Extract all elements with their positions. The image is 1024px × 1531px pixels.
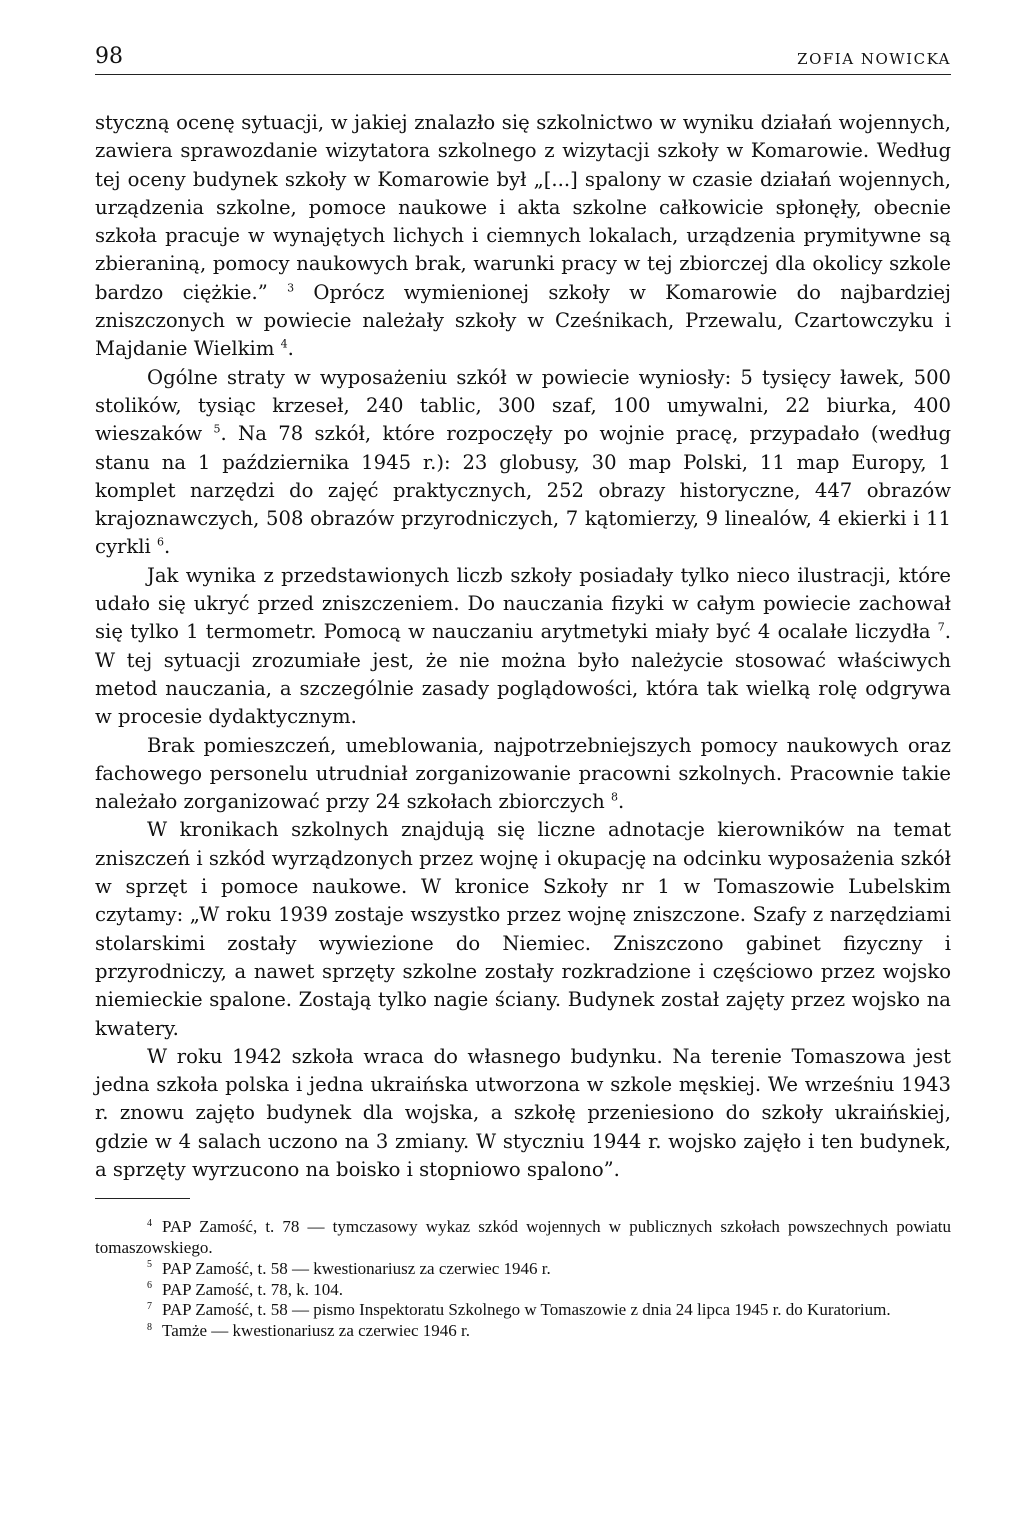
footnote-ref: 3 (287, 281, 295, 295)
running-head: ZOFIA NOWICKA (797, 50, 951, 68)
footnote (95, 1259, 951, 1280)
footnote-ref: 6 (157, 535, 165, 549)
paragraph-text: styczną ocenę sytuacji, w jakiej znalazło się szkolnictwo w wyniku działań wojennych, zawiera sprawozdanie wizytatora szkolnego z wizytacji szkoły w Komarowie. Według tej oceny budynek szkoły w Komarowie był „[...] spalony w czasie działań wojennych, urządzenia szkolne, pomoce naukowe i akta szkolne całkowicie spłonęły, obecnie szkoła pracuje w wynajętych lichych i ciemnych lokalach, urządzenia prymitywne są zbieraniną, pomocy naukowych brak, warunki pracy w tej zbiorczej dla okolicy szkole bardzo ciężkie.” (95, 111, 951, 304)
footnote (95, 1217, 951, 1259)
paragraph-text: . Na 78 szkół, które rozpoczęły po wojnie pracę, przypadało (według stanu na 1 października 1945 r.): 23 globusy, 30 map Polski, 11 map Europy, 1 komplet narzędzi do zajęć praktycznych, 252 obrazy historyczne, 447 obrazów krajoznawczych, 508 obrazów przyrodniczych, 7 kątomierzy, 9 linealów, 4 ekierki i 11 cyrkli (95, 422, 951, 559)
page-number: 98 (95, 44, 123, 69)
paragraph-text: Oprócz wymienionej szkoły w Komarowie do najbardziej zniszczonych w powiecie należały szkoły w Cześnikach, Przewalu, Czartowczyku i Majdanie Wielkim (95, 280, 952, 361)
paragraph (95, 732, 951, 817)
footnote-ref: 5 (213, 422, 221, 436)
footnote (95, 1280, 951, 1301)
paragraph-text: Ogólne straty w wyposażeniu szkół w powiecie wyniosły: 5 tysięcy ławek, 500 stolików, tysiąc krzeseł, 240 tablic, 300 szaf, 100 umywalni, 22 biurka, 400 wieszaków (95, 365, 951, 446)
paragraph-text: . (164, 535, 171, 559)
footnote-text: PAP Zamość, t. 58 — kwestionariusz za czerwiec 1946 r. (162, 1258, 551, 1278)
footnote-ref: 4 (280, 337, 288, 351)
footnote-text: PAP Zamość, t. 78, k. 104. (162, 1279, 344, 1299)
paragraph-text: Brak pomieszczeń, umeblowania, najpotrzebniejszych pomocy naukowych oraz fachowego personelu utrudniał zorganizowanie pracowni szkolnych. Pracownie takie należało zorganizować przy 24 szkołach zbiorczych (95, 733, 951, 814)
footnote-ref: 8 (611, 790, 618, 804)
page-header (95, 40, 951, 75)
footnote-text: Tamże — kwestionariusz za czerwiec 1946 r. (162, 1321, 470, 1341)
paragraph-text: . (618, 790, 625, 814)
paragraph (95, 109, 951, 364)
footnote-text: PAP Zamość, t. 78 — tymczasowy wykaz szkód wojennych w publicznych szkołach powszechnych powiatu tomaszowskiego. (95, 1217, 951, 1258)
page (95, 40, 951, 1342)
footnote-marker: 5 (147, 1259, 152, 1271)
paragraph-text: . W tej sytuacji zrozumiałe jest, że nie można było należycie stosować właściwych metod nauczania, a szczególnie zasady poglądowości, która tak wielką rolę odgrywa w procesie dydaktycznym. (95, 620, 951, 729)
paragraph-text: W roku 1942 szkoła wraca do własnego budynku. Na terenie Tomaszowa jest jedna szkoła polska i jedna ukraińska utworzona w szkole męskiej. We wrześniu 1943 r. znowu zajęto budynek dla wojska, a szkołę przeniesiono do szkoły ukraińskiej, gdzie w 4 salach uczono na 3 zmiany. W styczniu 1944 r. wojsko zajęło i ten budynek, a sprzęty wyrzucono na boisko i stopniowo spalono”. (95, 1044, 951, 1181)
paragraph (95, 562, 951, 732)
paragraph (95, 364, 951, 562)
footnote (95, 1300, 951, 1321)
footnote-rule (95, 1198, 190, 1199)
footnote-marker: 6 (147, 1280, 152, 1292)
footnote (95, 1321, 951, 1342)
paragraph-text: W kronikach szkolnych znajdują się liczne adnotacje kierowników na temat zniszczeń i szkód wyrządzonych przez wojnę i okupację na odcinku wyposażenia szkół w sprzęt i pomoce naukowe. W kronice Szkoły nr 1 w Tomaszowie Lubelskim czytamy: „W roku 1939 zostaje wszystko przez wojnę zniszczone. Szafy z narzędziami stolarskimi zostały wywiezione do Niemiec. Zniszczono gabinet fizyczny i przyrodniczy, a nawet sprzęty szkolne zostały rozkradzione i częściowo przez wojsko niemieckie spalone. Zostają tylko nagie ściany. Budynek został zajęty przez wojsko na kwatery. (95, 818, 951, 1040)
paragraph-text: . (287, 337, 294, 361)
footnote-text: PAP Zamość, t. 58 — pismo Inspektoratu Szkolnego w Tomaszowie z dnia 24 lipca 1945 r. do Kuratorium. (162, 1300, 891, 1320)
paragraph (95, 816, 951, 1042)
paragraph (95, 1043, 951, 1184)
body-text (95, 109, 951, 1184)
footnote-marker: 4 (147, 1217, 152, 1229)
footnote-marker: 8 (147, 1321, 152, 1333)
footnote-marker: 7 (147, 1300, 152, 1312)
footnote-ref: 7 (937, 620, 945, 634)
paragraph-text: Jak wynika z przedstawionych liczb szkoły posiadały tylko nieco ilustracji, które udało się ukryć przed zniszczeniem. Do nauczania fizyki w całym powiecie zachował się tylko 1 termometr. Pomocą w nauczaniu arytmetyki miały być 4 ocalałe liczydła (95, 563, 951, 644)
footnotes (95, 1217, 951, 1342)
